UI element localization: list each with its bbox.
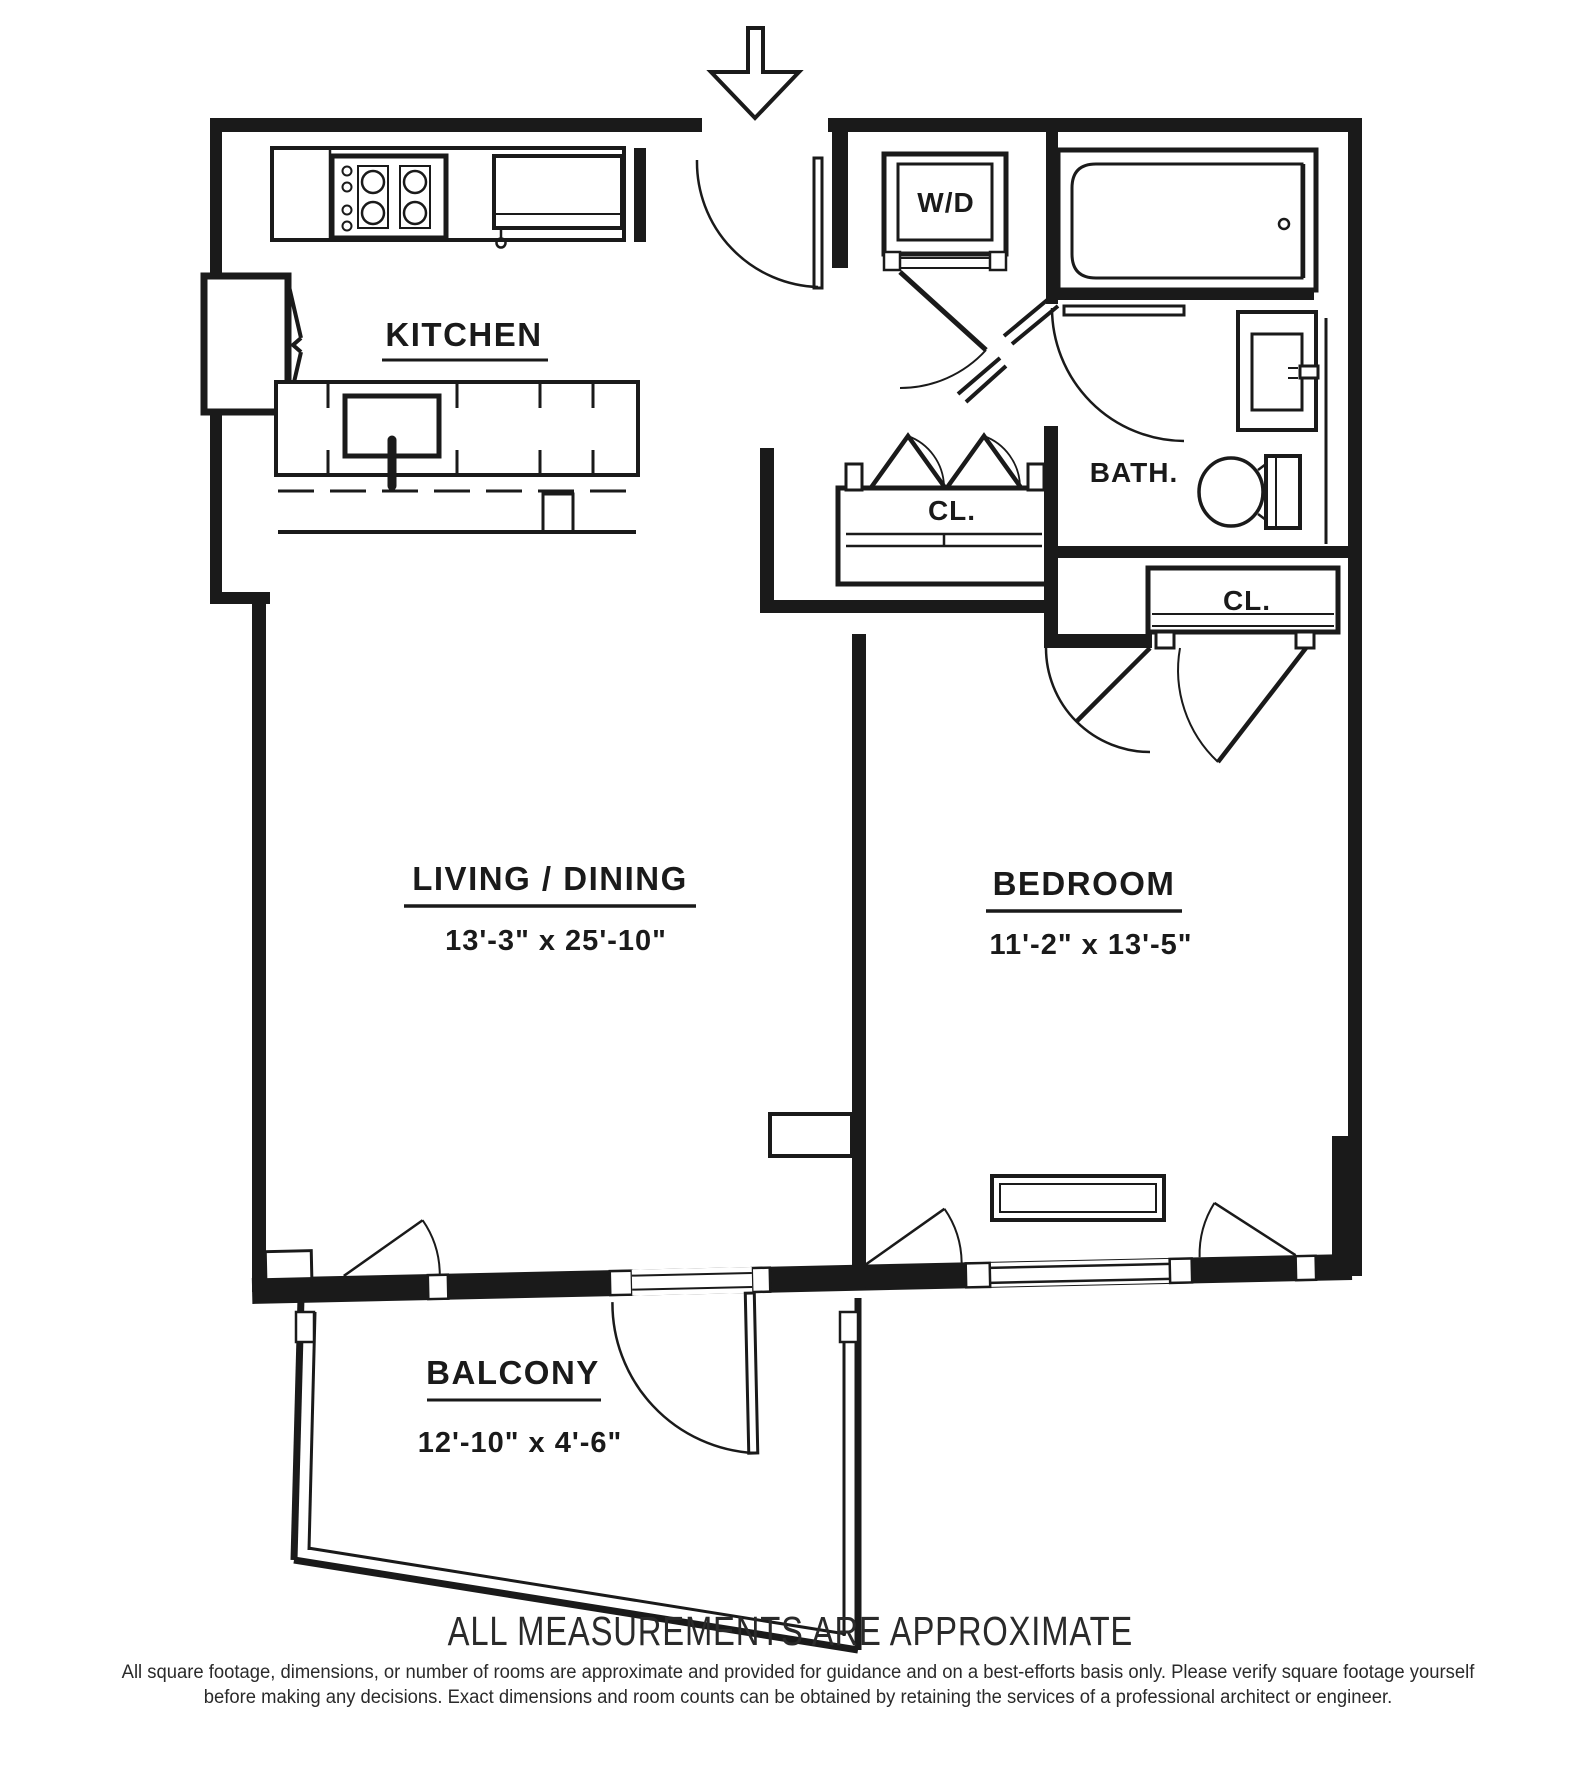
- bath-sink-icon: [1238, 312, 1318, 430]
- kitchen-label: KITCHEN: [385, 316, 543, 353]
- bedroom-closet-door-leaf: [1218, 648, 1306, 762]
- ptac-unit: [992, 1176, 1164, 1220]
- balcony-label: BALCONY: [426, 1354, 600, 1391]
- entry-arrow-icon: [711, 28, 799, 118]
- hall-living-wall: [760, 600, 1050, 613]
- hall-chamfer-walls: [958, 296, 1058, 402]
- balcony-door: [612, 1293, 758, 1456]
- bedroom-entry-wall: [1046, 634, 1152, 648]
- bathtub-icon: [1058, 150, 1316, 290]
- toilet-icon: [1199, 456, 1300, 528]
- living-bedroom-wall: [852, 634, 866, 1276]
- closet-vestibule-wall: [760, 448, 774, 612]
- living-dims: 13'-3" x 25'-10": [445, 925, 667, 957]
- living-label: LIVING / DINING: [412, 860, 688, 897]
- hall-closet-label: CL.: [927, 495, 977, 526]
- bifold-door-icon: [870, 436, 1022, 489]
- entry-jamb-wall: [832, 132, 848, 268]
- kitchen-counter-top: [272, 148, 646, 248]
- stove-icon: [332, 156, 446, 238]
- bath-label: BATH.: [1089, 457, 1179, 488]
- bedroom-door: [1046, 648, 1150, 752]
- disclaimer-text: All square footage, dimensions, or number of rooms are approximate and provided for guidance and on a best-efforts basis only. Please verify square footage yourself before making any decisions. Exact dimensions and room counts can be obtained by retaining the services of a professional architect or engineer.: [121, 1662, 1475, 1709]
- bedroom-dims: 11'-2" x 13'-5": [989, 929, 1193, 961]
- wd-door-leaf: [900, 272, 986, 350]
- bedroom-closet-label: CL.: [1222, 585, 1272, 616]
- balcony-rails: [294, 1298, 858, 1650]
- entry-door: [697, 158, 822, 288]
- column: [770, 1114, 852, 1156]
- measurements-heading: ALL MEASUREMENTS ARE APPROXIMATE: [447, 1608, 1134, 1654]
- balcony-dims: 12'-10" x 4'-6": [417, 1427, 623, 1459]
- bath-door: [1052, 306, 1184, 441]
- bedroom-closet-door-swing: [1178, 648, 1218, 762]
- wd-label: W/D: [917, 187, 975, 218]
- bedroom-label: BEDROOM: [992, 865, 1176, 902]
- kitchen-island: [276, 382, 638, 532]
- bottom-wall-windows: [251, 1200, 1356, 1464]
